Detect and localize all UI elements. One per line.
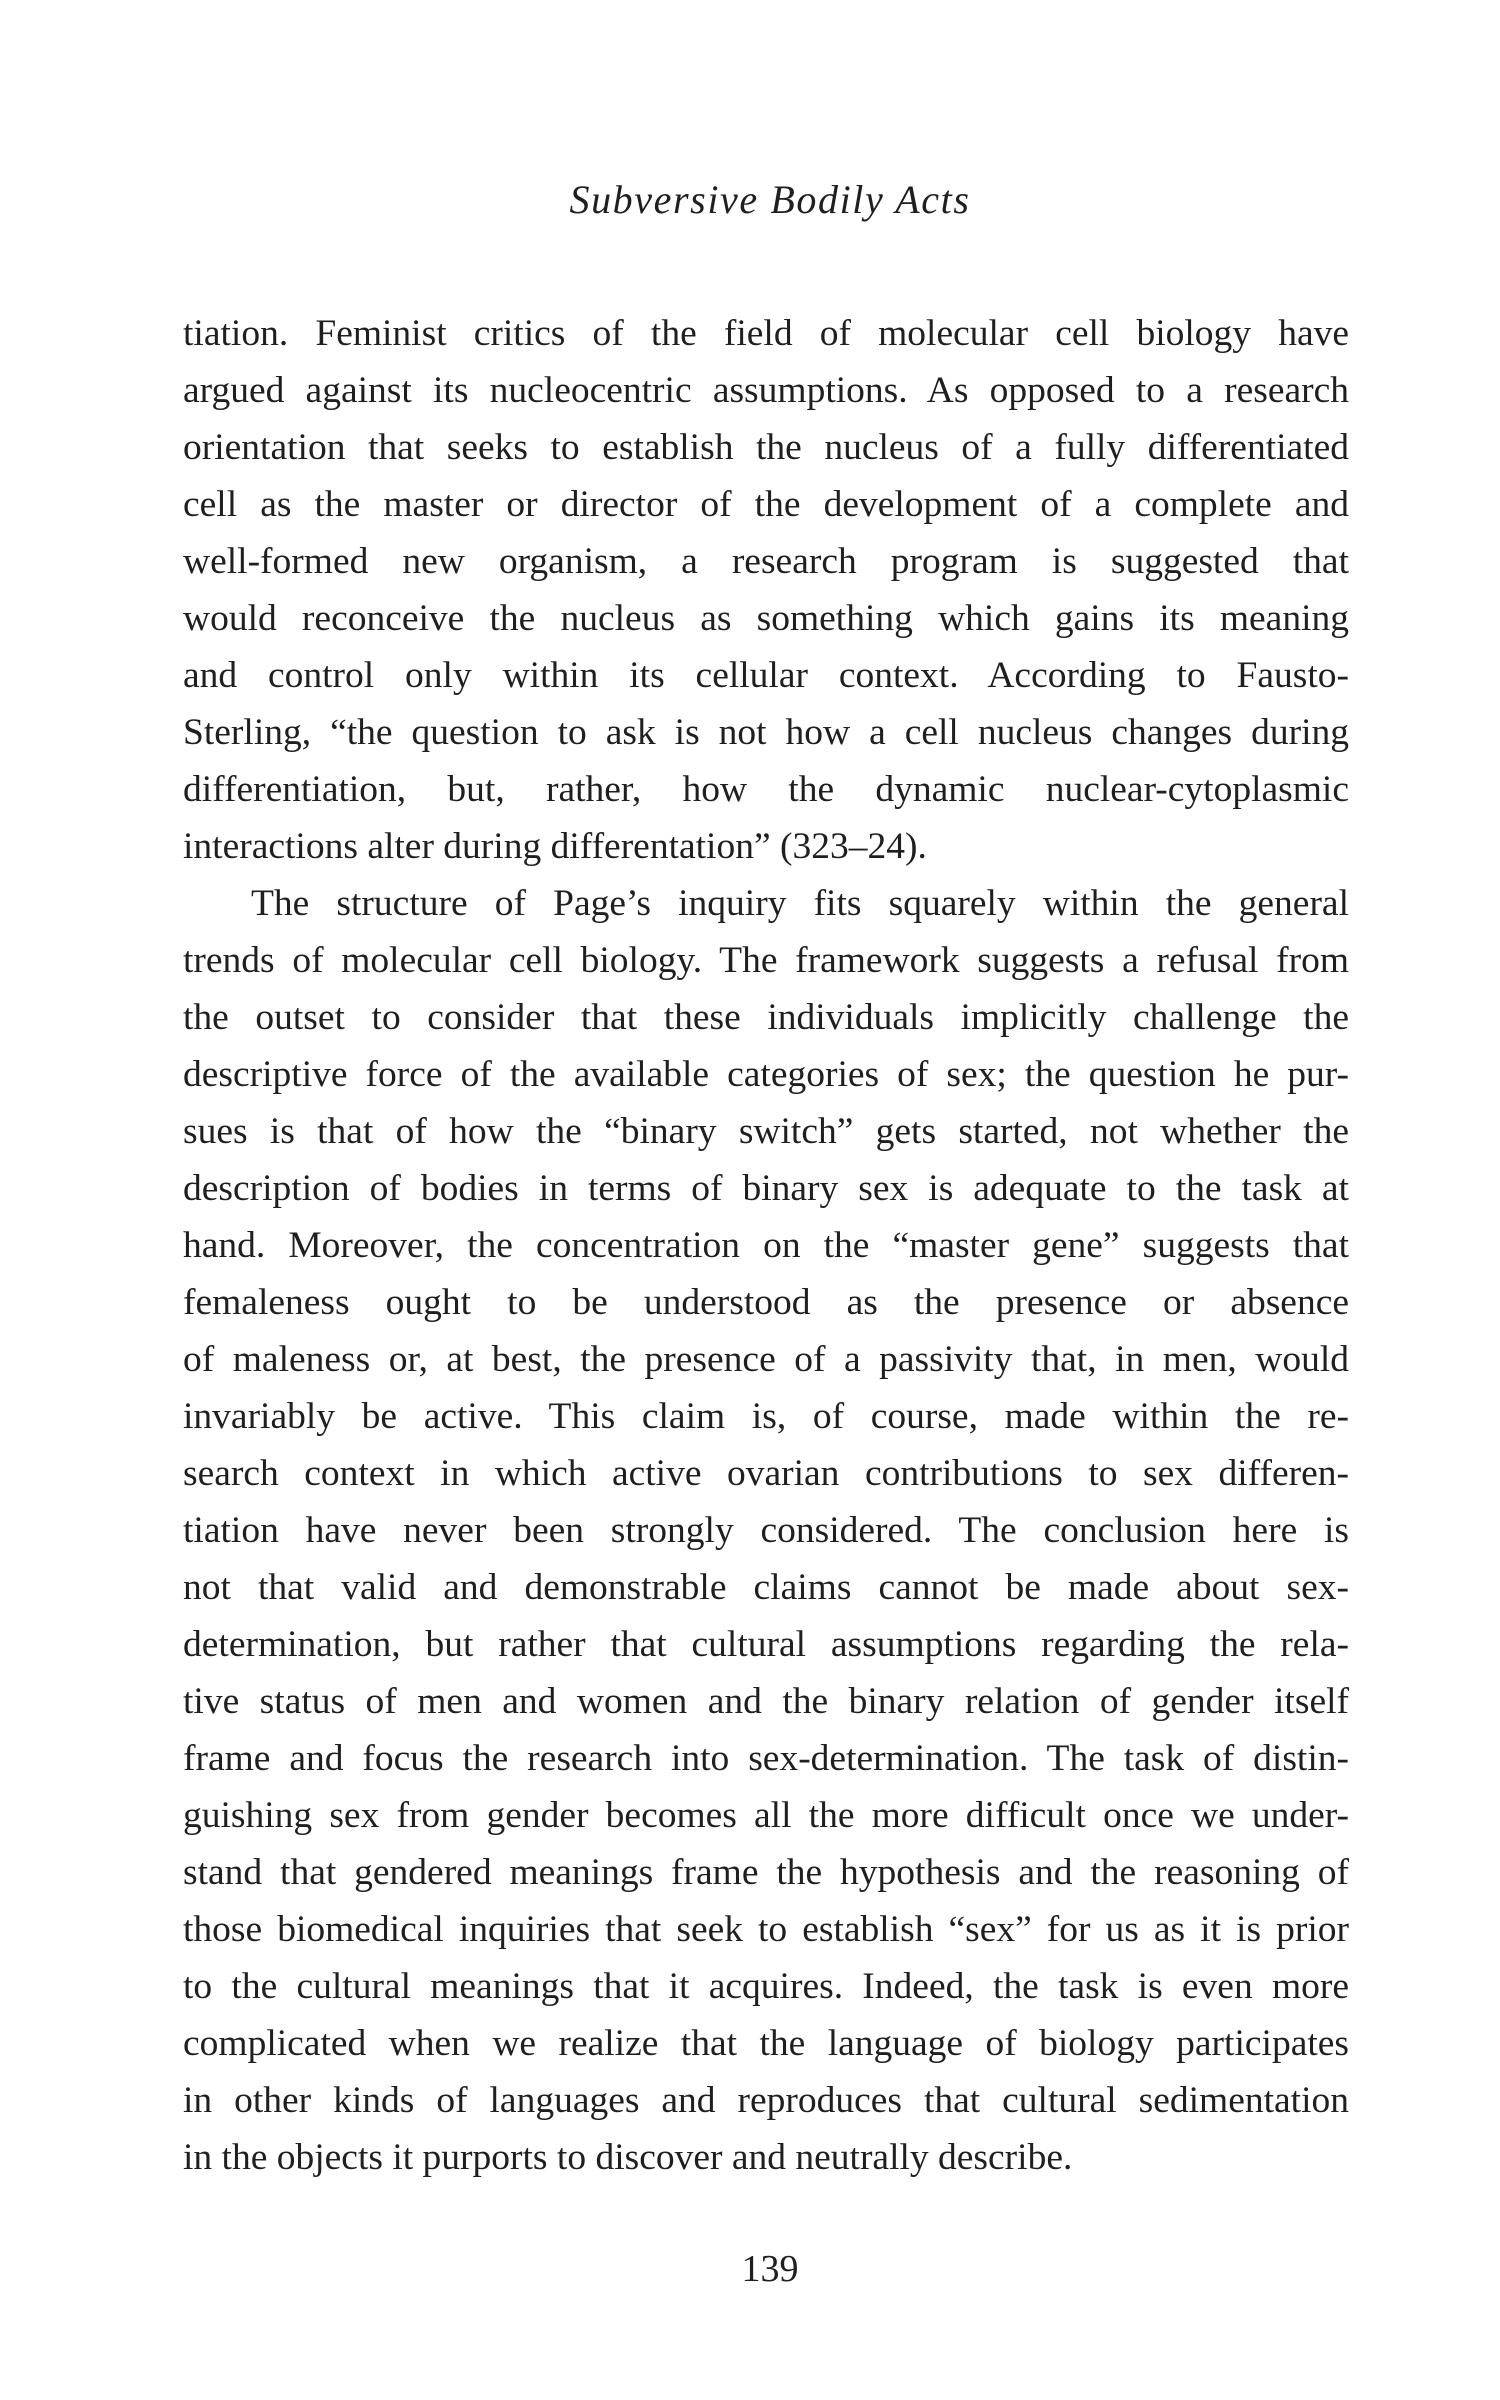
text-line: tiation have never been strongly considered. The conclusion here is xyxy=(183,1510,1349,1551)
text-line: to the cultural meanings that it acquires. Indeed, the task is even more xyxy=(183,1966,1349,2007)
text-line: in the objects it purports to discover and neutrally describe. xyxy=(183,2137,1073,2178)
text-line: the outset to consider that these individuals implicitly challenge the xyxy=(183,997,1349,1038)
text-line: complicated when we realize that the language of biology participates xyxy=(183,2023,1349,2064)
paragraph xyxy=(183,875,1349,2186)
text-line: search context in which active ovarian contributions to sex differen- xyxy=(183,1453,1349,1494)
text-line: stand that gendered meanings frame the hypothesis and the reasoning of xyxy=(183,1852,1349,1893)
text-line: of maleness or, at best, the presence of a passivity that, in men, would xyxy=(183,1339,1349,1380)
body-text xyxy=(183,305,1349,2186)
text-line: invariably be active. This claim is, of course, made within the re- xyxy=(183,1396,1349,1437)
text-line: guishing sex from gender becomes all the more difficult once we under- xyxy=(183,1795,1349,1836)
text-line: in other kinds of languages and reproduces that cultural sedimentation xyxy=(183,2080,1349,2121)
text-line: description of bodies in terms of binary sex is adequate to the task at xyxy=(183,1168,1349,1209)
text-line: those biomedical inquiries that seek to establish “sex” for us as it is prior xyxy=(183,1909,1349,1950)
text-line: cell as the master or director of the development of a complete and xyxy=(183,484,1349,525)
text-line: Sterling, “the question to ask is not how a cell nucleus changes during xyxy=(183,712,1349,753)
text-line: determination, but rather that cultural assumptions regarding the rela- xyxy=(183,1624,1349,1665)
page-number: 139 xyxy=(741,2248,799,2290)
text-line: descriptive force of the available categories of sex; the question he pur- xyxy=(183,1054,1349,1095)
running-head: Subversive Bodily Acts xyxy=(569,177,971,222)
text-line: orientation that seeks to establish the nucleus of a fully differentiated xyxy=(183,427,1349,468)
text-line: sues is that of how the “binary switch” gets started, not whether the xyxy=(183,1111,1349,1152)
text-line: and control only within its cellular context. According to Fausto- xyxy=(183,655,1349,696)
text-line: interactions alter during differentation” (323–24). xyxy=(183,826,927,867)
text-line: would reconceive the nucleus as something which gains its meaning xyxy=(183,598,1349,639)
text-line: hand. Moreover, the concentration on the “master gene” suggests that xyxy=(183,1225,1349,1266)
text-line: tive status of men and women and the binary relation of gender itself xyxy=(183,1681,1349,1722)
text-line: The structure of Page’s inquiry fits squarely within the general xyxy=(251,883,1349,924)
text-line: tiation. Feminist critics of the field of molecular cell biology have xyxy=(183,313,1349,354)
text-line: differentiation, but, rather, how the dynamic nuclear-cytoplasmic xyxy=(183,769,1349,810)
text-line: femaleness ought to be understood as the presence or absence xyxy=(183,1282,1349,1323)
text-line: argued against its nucleocentric assumptions. As opposed to a research xyxy=(183,370,1349,411)
text-line: trends of molecular cell biology. The framework suggests a refusal from xyxy=(183,940,1349,981)
text-line: not that valid and demonstrable claims cannot be made about sex- xyxy=(183,1567,1349,1608)
paragraph xyxy=(183,305,1349,875)
text-line: frame and focus the research into sex-determination. The task of distin- xyxy=(183,1738,1349,1779)
text-line: well-formed new organism, a research program is suggested that xyxy=(183,541,1349,582)
